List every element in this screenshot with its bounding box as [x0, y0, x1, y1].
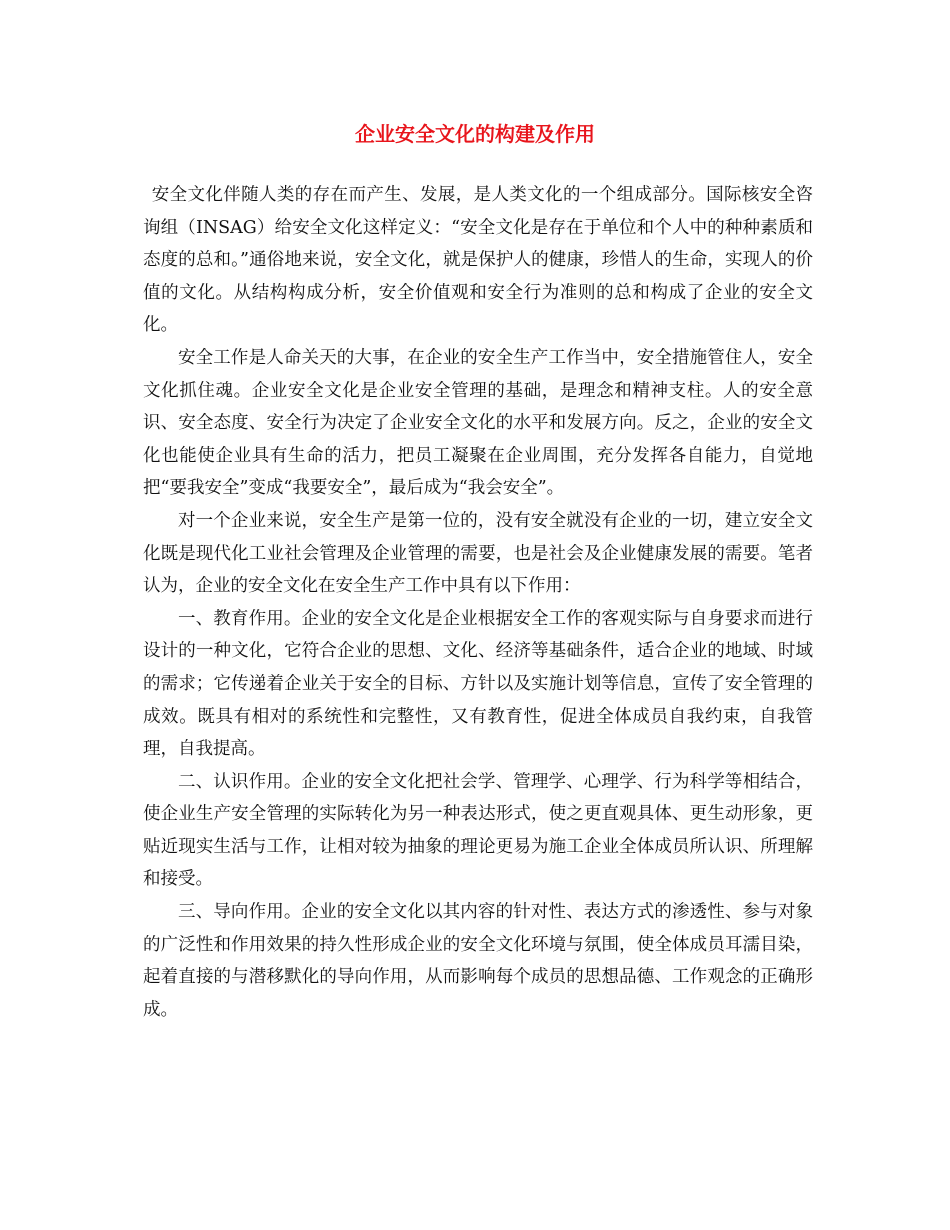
paragraph-1: 安全文化伴随人类的存在而产生、发展，是人类文化的一个组成部分。国际核安全咨询组（INSAG）给安全文化这样定义：“安全文化是存在于单位和个人中的种种素质和态度的总和。”通俗地来说，安全文化，就是保护人的健康，珍惜人的生命，实现人的价值的文化。从结构构成分析，安全价值观和安全行为准则的总和构成了企业的安全文化。 — [143, 185, 813, 336]
paragraph-6: 三、导向作用。企业的安全文化以其内容的针对性、表达方式的渗透性、参与对象的广泛性和作用效果的持久性形成企业的安全文化环境与氛围，使全体成员耳濡目染，起着直接的与潜移默化的导向作用，从而影响每个成员的思想品德、工作观念的正确形成。 — [143, 902, 813, 1020]
paragraph-5: 二、认识作用。企业的安全文化把社会学、管理学、心理学、行为科学等相结合，使企业生产安全管理的实际转化为另一种表达形式，使之更直观具体、更生动形象，更贴近现实生活与工作，让相对较为抽象的理论更易为施工企业全体成员所认识、所理解和接受。 — [143, 771, 813, 890]
paragraph-2: 安全工作是人命关天的大事，在企业的安全生产工作当中，安全措施管住人，安全文化抓住魂。企业安全文化是企业安全管理的基础，是理念和精神支柱。人的安全意识、安全态度、安全行为决定了企业安全文化的水平和发展方向。反之，企业的安全文化也能使企业具有生命的活力，把员工凝聚在企业周围，充分发挥各自能力，自觉地把“要我安全”变成“我要安全”，最后成为“我会安全”。 — [143, 347, 813, 499]
document-title: 企业安全文化的构建及作用 — [355, 122, 595, 146]
paragraph-4: 一、教育作用。企业的安全文化是企业根据安全工作的客观实际与自身要求而进行设计的一种文化，它符合企业的思想、文化、经济等基础条件，适合企业的地域、时域的需求；它传递着企业关于安全的目标、方针以及实施计划等信息，宣传了安全管理的成效。既具有相对的系统性和完整性，又有教育性，促进全体成员自我约束，自我管理，自我提高。 — [143, 608, 813, 760]
paragraph-3: 对一个企业来说，安全生产是第一位的，没有安全就没有企业的一切，建立安全文化既是现代化工业社会管理及企业管理的需要，也是社会及企业健康发展的需要。笔者认为，企业的安全文化在安全生产工作中具有以下作用： — [143, 510, 813, 597]
document-body — [143, 179, 813, 1026]
